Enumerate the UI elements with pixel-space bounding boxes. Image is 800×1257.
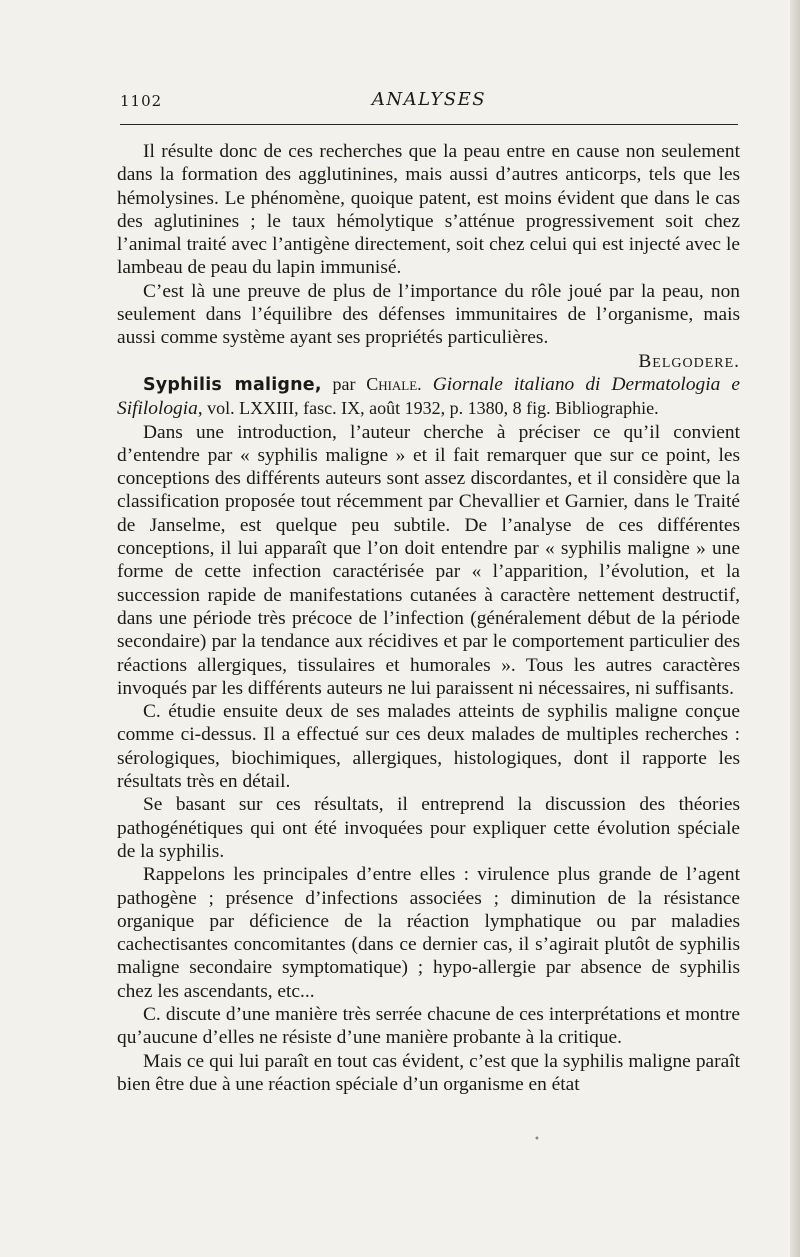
paragraph: Dans une introduction, l’auteur cherche à préciser ce qu’il convient d’entendre par « syphilis maligne » et il fait remarquer que sur ce point, les conceptions des différents auteurs sont assez discordantes, et il considère que la classification proposée tout récemment par Chevallier et Garnier, dans le Traité de Janselme, est quelque peu subtile. De l’analyse de ces différentes conceptions, il lui apparaît que l’on doit entendre par « syphilis maligne » une forme de cette infection caractérisée par « l’apparition, l’évolution, et la succession rapide de manifestations cutanées à caractère nettement destructif, dans une période très précoce de l’infection (généralement début de la période secondaire) par la tendance aux récidives et par le comportement particulier des réactions allergiques, tissulaires et humorales ». Tous les autres caractères invoqués par les différents auteurs ne lui paraissent ni nécessaires, ni suffisants. <box>117 421 740 699</box>
body-text <box>117 140 740 1096</box>
review-heading <box>117 373 740 421</box>
review-journal: Giornale italiano di Dermatologia e Sifilologia, <box>117 373 740 420</box>
review-details: vol. LXXIII, fasc. IX, août 1932, p. 1380, 8 fig. Bibliographie. <box>202 398 659 419</box>
review-title: Syphilis maligne, <box>143 374 322 395</box>
review-author: Chiale. <box>366 373 422 394</box>
paragraph: Mais ce qui lui paraît en tout cas évident, c’est que la syphilis maligne paraît bien être due à une réaction spéciale d’un organisme en état <box>117 1050 740 1095</box>
reviewer-signature: Belgodere. <box>638 350 740 372</box>
paragraph: C’est là une preuve de plus de l’importance du rôle joué par la peau, non seulement dans l’équilibre des défenses immunitaires de l’organisme, mais aussi comme système ayant ses propriétés particulières. <box>117 280 740 349</box>
paper-speck: • <box>534 1134 540 1145</box>
running-head <box>120 89 738 116</box>
page-edge <box>790 0 800 1257</box>
paragraph: Se basant sur ces résultats, il entreprend la discussion des théories pathogénétiques qui ont été invoquées pour expliquer cette évolution spéciale de la syphilis. <box>117 794 740 862</box>
paragraph: Rappelons les principales d’entre elles : virulence plus grande de l’agent pathogène ; présence d’infections associées ; diminution de la résistance organique par déficience de la réaction lymphatique ou par maladies cachectisantes concomitantes (dans ce dernier cas, il s’agirait plutôt de syphilis maligne secondaire symptomatique) ; hypo-allergie par absence de syphilis chez les ascendants, etc... <box>117 864 740 1002</box>
paragraph: Il résulte donc de ces recherches que la peau entre en cause non seulement dans la formation des agglutinines, mais aussi d’autres anticorps, tels que les hémolysines. Le phénomène, quoique patent, est moins évident que dans le cas des aglutinines ; le taux hémolytique s’atténue progressivement soit chez l’animal traité avec l’antigène directement, soit chez celui qui est injecté avec le lambeau de peau du lapin immunisé. <box>117 141 740 279</box>
page-number: 1102 <box>120 92 163 110</box>
running-title: ANALYSES <box>371 89 487 110</box>
paragraph: C. discute d’une manière très serrée chacune de ces interprétations et montre qu’aucune d’elles ne résiste d’une manière probante à la critique. <box>117 1003 740 1049</box>
paragraph: C. étudie ensuite deux de ses malades atteints de syphilis maligne conçue comme ci-dessus. Il a effectué sur ces deux malades de multiples recherches : sérologiques, biochimiques, allergiques, histologiques, dont il rapporte les résultats très en détail. <box>117 701 740 793</box>
header-rule <box>120 124 738 125</box>
review-by: par <box>321 373 367 394</box>
